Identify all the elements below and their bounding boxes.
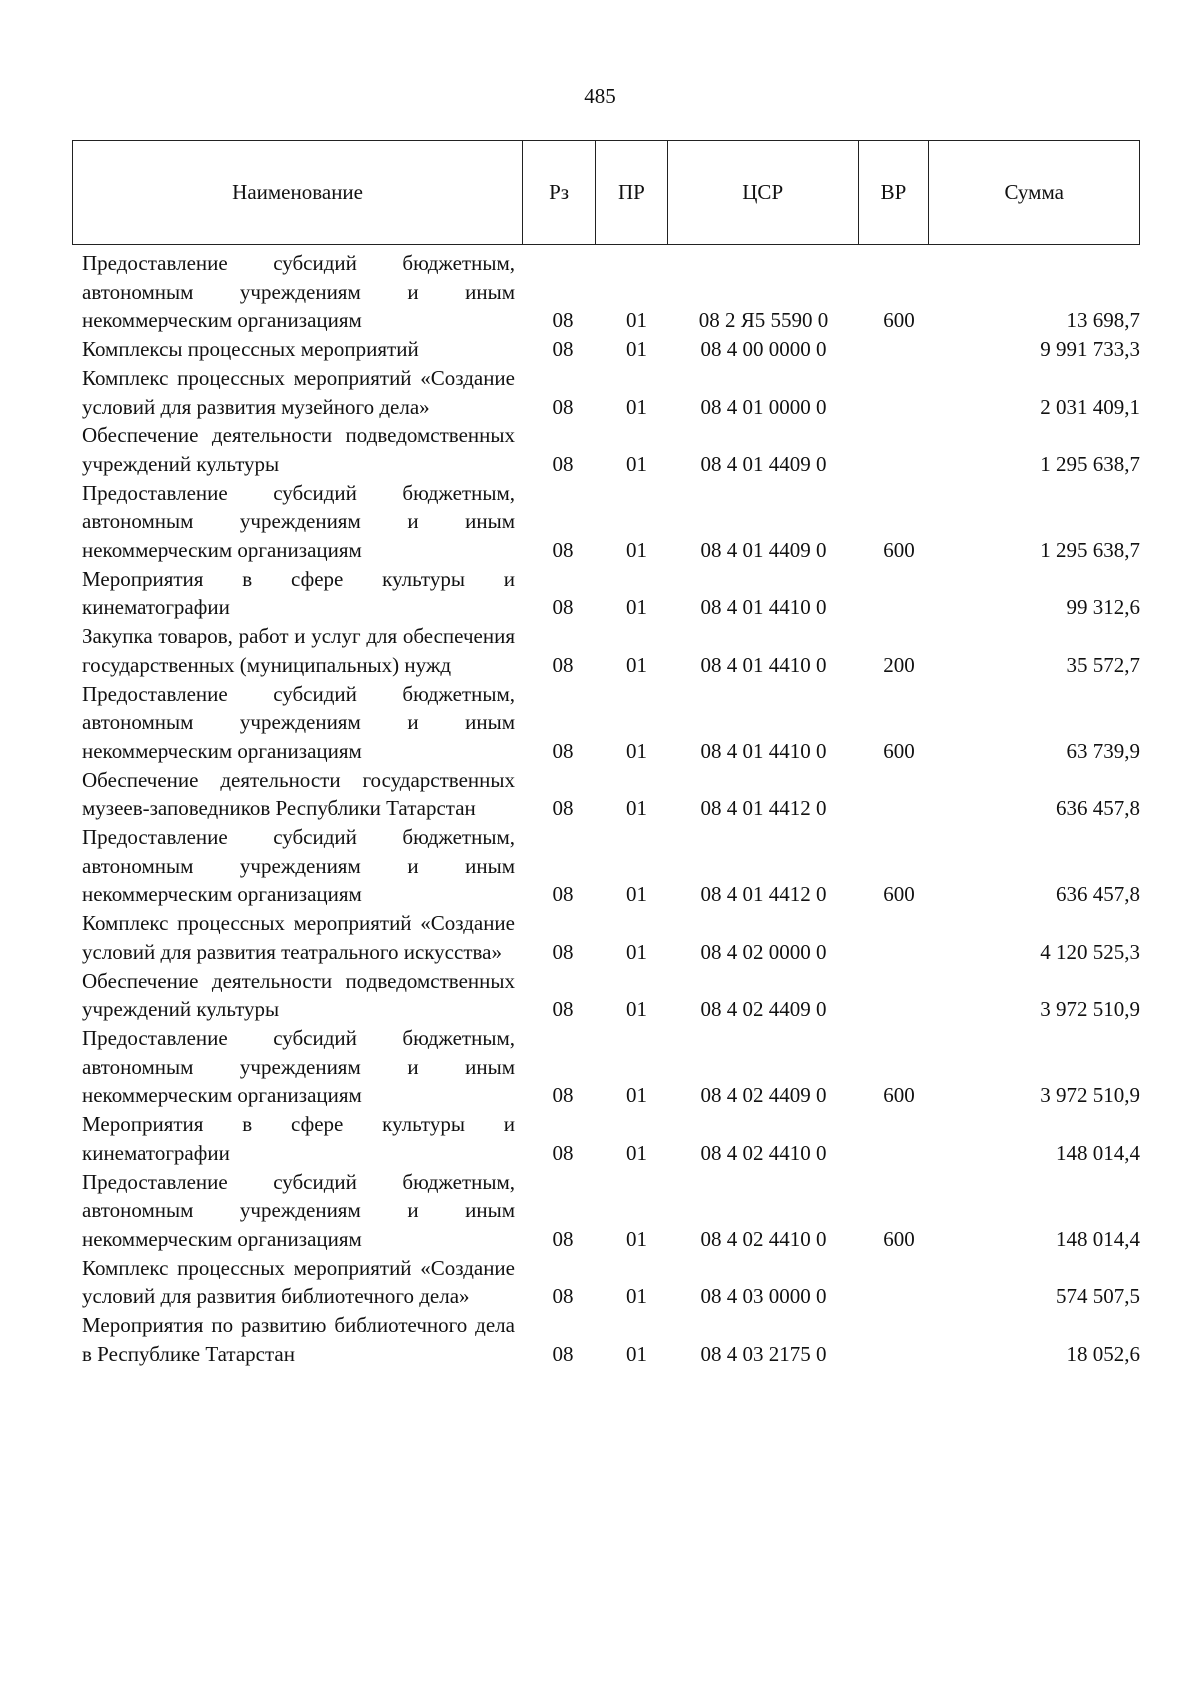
row-sum: 3 972 510,9 (1040, 1083, 1140, 1108)
row-name: Предоставление субсидий бюджетным, автономным учреждениям и иным некоммерческим организациям (82, 1025, 515, 1108)
row-name: Мероприятия в сфере культуры и кинематографии (82, 566, 515, 620)
row-rz: 08 (552, 1284, 574, 1309)
table-row (72, 1311, 1140, 1368)
row-rz: 08 (552, 997, 574, 1022)
row-sum: 63 739,9 (1066, 738, 1140, 763)
row-pr: 01 (626, 1083, 647, 1108)
row-sum: 148 014,4 (1056, 1140, 1140, 1165)
row-csr: 08 4 02 4409 0 (700, 1083, 827, 1108)
table-header (72, 140, 1140, 245)
table-row (72, 1168, 1140, 1254)
header-csr: ЦСР (668, 141, 859, 244)
row-name: Обеспечение деятельности подведомственных учреждений культуры (82, 968, 515, 1022)
row-name: Комплекс процессных мероприятий «Создание условий для развития библиотечного дела» (82, 1255, 515, 1309)
row-sum: 99 312,6 (1066, 595, 1140, 620)
row-sum: 2 031 409,1 (1040, 394, 1140, 419)
row-csr: 08 4 01 4412 0 (700, 882, 827, 907)
table-body (72, 249, 1140, 1368)
row-vr: 600 (883, 882, 915, 907)
row-vr: 200 (883, 652, 915, 677)
table-row (72, 909, 1140, 966)
row-rz: 08 (552, 652, 574, 677)
row-name: Предоставление субсидий бюджетным, автономным учреждениям и иным некоммерческим организациям (82, 1169, 515, 1251)
table-row (72, 364, 1140, 421)
row-sum: 18 052,6 (1066, 1341, 1140, 1366)
row-csr: 08 2 Я5 5590 0 (698, 308, 829, 333)
table-row (72, 823, 1140, 909)
row-pr: 01 (626, 997, 647, 1022)
row-name: Комплексы процессных мероприятий (82, 337, 419, 362)
row-rz: 08 (552, 595, 574, 620)
row-csr: 08 4 01 4410 0 (700, 738, 827, 763)
table-row (72, 335, 1140, 364)
row-sum: 1 295 638,7 (1040, 451, 1140, 476)
row-sum: 1 295 638,7 (1040, 538, 1140, 563)
row-rz: 08 (552, 337, 574, 362)
row-sum: 636 457,8 (1056, 796, 1140, 821)
row-sum: 9 991 733,3 (1040, 337, 1140, 362)
row-pr: 01 (626, 538, 647, 563)
row-rz: 08 (552, 538, 574, 563)
row-rz: 08 (552, 882, 574, 907)
row-rz: 08 (552, 394, 574, 419)
table-row (72, 421, 1140, 478)
row-rz: 08 (552, 1083, 574, 1108)
row-sum: 13 698,7 (1066, 308, 1140, 333)
row-name: Предоставление субсидий бюджетным, автономным учреждениям и иным некоммерческим организациям (82, 480, 515, 563)
row-name: Предоставление субсидий бюджетным, автономным учреждениям и иным некоммерческим организациям (82, 825, 515, 907)
row-pr: 01 (626, 337, 647, 362)
row-name: Обеспечение деятельности государственных музеев-заповедников Республики Татарстан (82, 767, 515, 821)
row-rz: 08 (552, 796, 574, 821)
row-csr: 08 4 01 0000 0 (700, 394, 827, 419)
header-rz: Рз (523, 141, 596, 244)
row-rz: 08 (552, 939, 574, 964)
row-pr: 01 (626, 939, 647, 964)
row-csr: 08 4 03 2175 0 (700, 1341, 827, 1366)
table-row (72, 622, 1140, 679)
row-rz: 08 (552, 738, 574, 763)
row-pr: 01 (626, 1226, 647, 1251)
row-pr: 01 (626, 1140, 647, 1165)
header-name: Наименование (73, 141, 523, 244)
row-sum: 148 014,4 (1056, 1226, 1140, 1251)
header-sum: Сумма (1004, 180, 1064, 204)
row-csr: 08 4 03 0000 0 (700, 1284, 827, 1309)
row-name: Комплекс процессных мероприятий «Создание условий для развития театрального искусства» (82, 911, 515, 964)
row-pr: 01 (626, 1341, 647, 1366)
row-rz: 08 (552, 1140, 574, 1165)
row-pr: 01 (626, 394, 647, 419)
row-pr: 01 (626, 738, 647, 763)
table-row (72, 249, 1140, 335)
row-csr: 08 4 01 4410 0 (700, 595, 827, 620)
header-vr: ВР (859, 141, 930, 244)
row-name: Предоставление субсидий бюджетным, автономным учреждениям и иным некоммерческим организациям (82, 681, 515, 763)
header-pr: ПР (596, 141, 668, 244)
table-row (72, 479, 1140, 565)
table-row (72, 1024, 1140, 1110)
row-vr: 600 (883, 1083, 915, 1108)
row-csr: 08 4 01 4410 0 (700, 652, 827, 677)
row-sum: 3 972 510,9 (1040, 997, 1140, 1022)
row-vr: 600 (883, 308, 915, 333)
row-sum: 574 507,5 (1056, 1284, 1140, 1309)
table-row (72, 565, 1140, 622)
row-vr: 600 (883, 738, 915, 763)
row-pr: 01 (626, 796, 647, 821)
row-pr: 01 (626, 308, 647, 333)
row-vr: 600 (883, 538, 915, 563)
row-csr: 08 4 00 0000 0 (700, 337, 827, 362)
row-csr: 08 4 01 4412 0 (700, 796, 827, 821)
table-row (72, 1254, 1140, 1311)
row-pr: 01 (626, 652, 647, 677)
row-csr: 08 4 02 4410 0 (700, 1226, 827, 1251)
row-sum: 35 572,7 (1066, 652, 1140, 677)
row-pr: 01 (626, 595, 647, 620)
row-sum: 636 457,8 (1056, 882, 1140, 907)
row-name: Предоставление субсидий бюджетным, автономным учреждениям и иным некоммерческим организациям (82, 251, 515, 333)
row-name: Обеспечение деятельности подведомственных учреждений культуры (82, 423, 515, 476)
table-row (72, 680, 1140, 766)
table-row (72, 967, 1140, 1024)
row-csr: 08 4 02 0000 0 (700, 939, 827, 964)
row-csr: 08 4 01 4409 0 (700, 538, 827, 563)
row-rz: 08 (552, 451, 574, 476)
row-rz: 08 (552, 1341, 574, 1366)
row-csr: 08 4 02 4409 0 (700, 997, 827, 1022)
row-rz: 08 (552, 1226, 574, 1251)
row-pr: 01 (626, 451, 647, 476)
row-csr: 08 4 01 4409 0 (700, 451, 827, 476)
row-name: Комплекс процессных мероприятий «Создание условий для развития музейного дела» (82, 365, 515, 419)
page-number: 485 (584, 84, 616, 108)
table-row (72, 766, 1140, 823)
row-sum: 4 120 525,3 (1040, 939, 1140, 964)
row-name: Мероприятия в сфере культуры и кинематографии (82, 1112, 515, 1165)
row-csr: 08 4 02 4410 0 (700, 1140, 827, 1165)
row-name: Мероприятия по развитию библиотечного дела в Республике Татарстан (82, 1313, 515, 1366)
row-vr: 600 (883, 1226, 915, 1251)
row-name: Закупка товаров, работ и услуг для обеспечения государственных (муниципальных) нужд (82, 624, 515, 677)
table-row (72, 1110, 1140, 1167)
row-pr: 01 (626, 1284, 647, 1309)
row-rz: 08 (552, 308, 574, 333)
row-pr: 01 (626, 882, 647, 907)
